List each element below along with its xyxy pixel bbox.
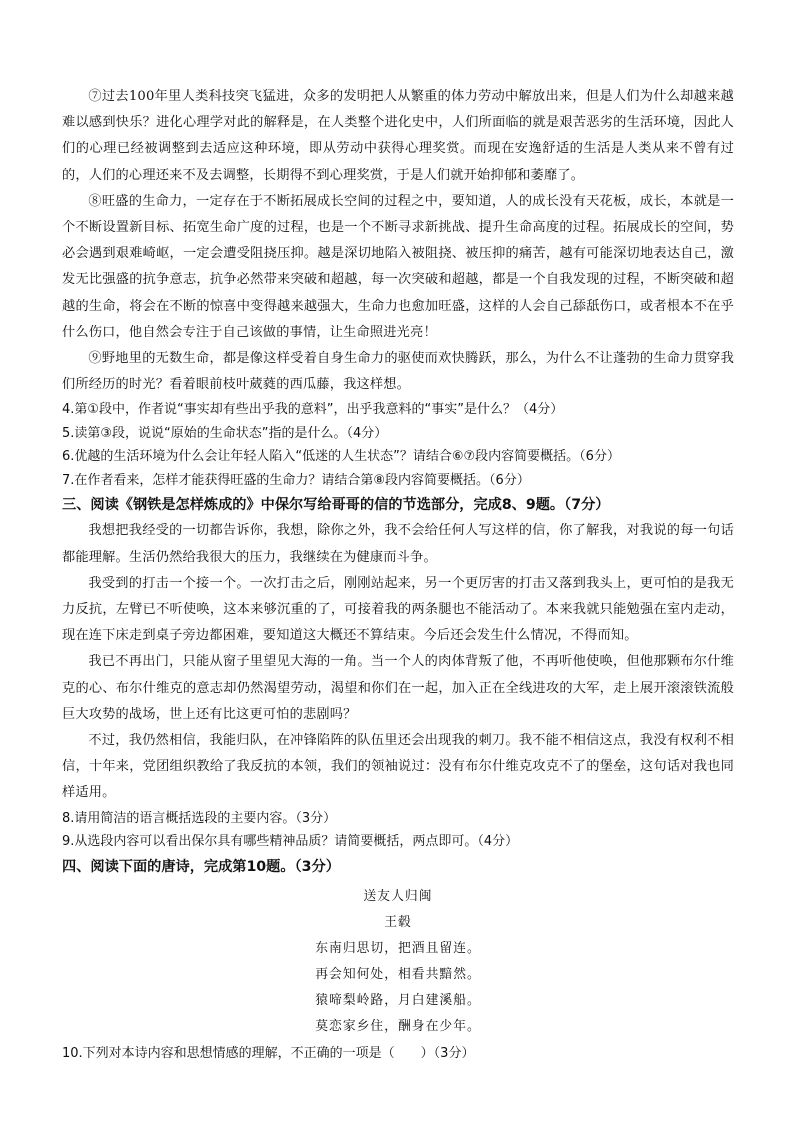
letter-paragraph-2: 我受到的打击一个接一个。一次打击之后，刚刚站起来，另一个更厉害的打击又落到我头上，更可怕的是我无力反抗，左臂已不听使唤，这本来够沉重的了，可接着我的两条腿也不能活动了。本来我就只能勉强在室内走动，现在连下床走到桌子旁边都困难，要知道这大概还不算结束。今后还会发生什么情况，不得而知。: [62, 575, 734, 644]
section-3-heading: 三、阅读《钢铁是怎样炼成的》中保尔写给哥哥的信的节选部分，完成8、9题。（7分）: [62, 497, 610, 514]
question-4: 4.第①段中，作者说“事实却有些出乎我的意料”，出乎我意料的“事实”是什么？（4分）: [62, 402, 564, 418]
letter-paragraph-3: 我已不再出门，只能从窗子里望见大海的一角。当一个人的肉体背叛了他，不再听他使唤，但他那颗布尔什维克的心、布尔什维克的意志却仍然渴望劳动，渴望和你们在一起，加入正在全线进攻的大军，走上展开滚滚铁流般巨大攻势的战场，世上还有比这更可怕的悲剧吗？: [62, 654, 734, 722]
letter-paragraph-4: 不过，我仍然相信，我能归队，在冲锋陷阵的队伍里还会出现我的刺刀。我不能不相信这点，我没有权利不相信，十年来，党团组织教给了我反抗的本领，我们的领袖说过：没有布尔什维克攻克不了的堡垒，这句话对我也同样适用。: [62, 733, 734, 801]
passage-paragraph-7: ⑦过去100年里人类科技突飞猛进，众多的发明把人从繁重的体力劳动中解放出来，但是人们为什么却越来越难以感到快乐？进化心理学对此的解释是，在人类整个进化史中，人们所面临的就是艰苦恶劣的生活环境，因此人们的心理已经被调整到去适应这种环境，即从劳动中获得心理奖赏。而现在安逸舒适的生活是人类从来不曾有过的，人们的心理还来不及去调整，长期得不到心理奖赏，于是人们就开始抑郁和萎靡了。: [62, 89, 734, 183]
question-7: 7.在作者看来，怎样才能获得旺盛的生命力？请结合第⑧段内容简要概括。（6分）: [62, 472, 530, 488]
question-6: 6.优越的生活环境为什么会让年轻人陷入“低迷的人生状态”？请结合⑥⑦段内容简要概括。（6分）: [62, 449, 620, 465]
poem-line-2: 再会知何处，相看共黯然。: [315, 966, 481, 982]
poem-line-1: 东南归思切，把酒且留连。: [315, 940, 481, 956]
passage-paragraph-9: ⑨野地里的无数生命，都是像这样受着自身生命力的驱使而欢快腾跃，那么，为什么不让蓬勃的生命力贯穿我们所经历的时光？看着眼前枝叶葳蕤的西瓜藤，我这样想。: [62, 351, 734, 393]
question-10: 10.下列对本诗内容和思想情感的理解，不正确的一项是（ ）（3分）: [62, 1045, 475, 1061]
letter-paragraph-1: 我想把我经受的一切都告诉你，我想，除你之外，我不会给任何人写这样的信，你了解我，对我说的每一句话都能理解。生活仍然给我很大的压力，我继续在为健康而斗争。: [62, 523, 734, 565]
poem-line-3: 猿啼梨岭路，月白建溪船。: [315, 992, 481, 1008]
poem-title: 送友人归闽: [363, 888, 433, 904]
question-8: 8.请用简洁的语言概括选段的主要内容。（3分）: [62, 810, 337, 826]
question-9: 9.从选段内容可以看出保尔具有哪些精神品质？请简要概括，两点即可。（4分）: [62, 834, 519, 850]
poem-author: 王毂: [384, 914, 412, 930]
passage-paragraph-8: ⑧旺盛的生命力，一定存在于不断拓展成长空间的过程之中，要知道，人的成长没有天花板，成长，本就是一个不断设置新目标、拓宽生命广度的过程，也是一个不断寻求新挑战、提升生命高度的过程。拓展成长的空间，势必会遇到艰难崎岖，一定会遭受阻挠压抑。越是深切地陷入被阻挠、被压抑的痛苦，越有可能深切地表达自己，激发无比强盛的抗争意志，抗争必然带来突破和超越，每一次突破和超越，都是一个自我发现的过程，不断突破和超越的生命，将会在不断的惊喜中变得越来越强大，生命力也愈加旺盛，这样的人会自己舔舐伤口，或者根本不在乎什么伤口，他自然会专注于自己该做的事情，让生命照进光亮！: [62, 193, 734, 340]
poem-line-4: 莫恋家乡住，酬身在少年。: [315, 1018, 481, 1034]
section-4-heading: 四、阅读下面的唐诗，完成第10题。（3分）: [62, 858, 340, 875]
question-5: 5.读第③段，说说“原始的生命状态”指的是什么。（4分）: [62, 425, 388, 441]
